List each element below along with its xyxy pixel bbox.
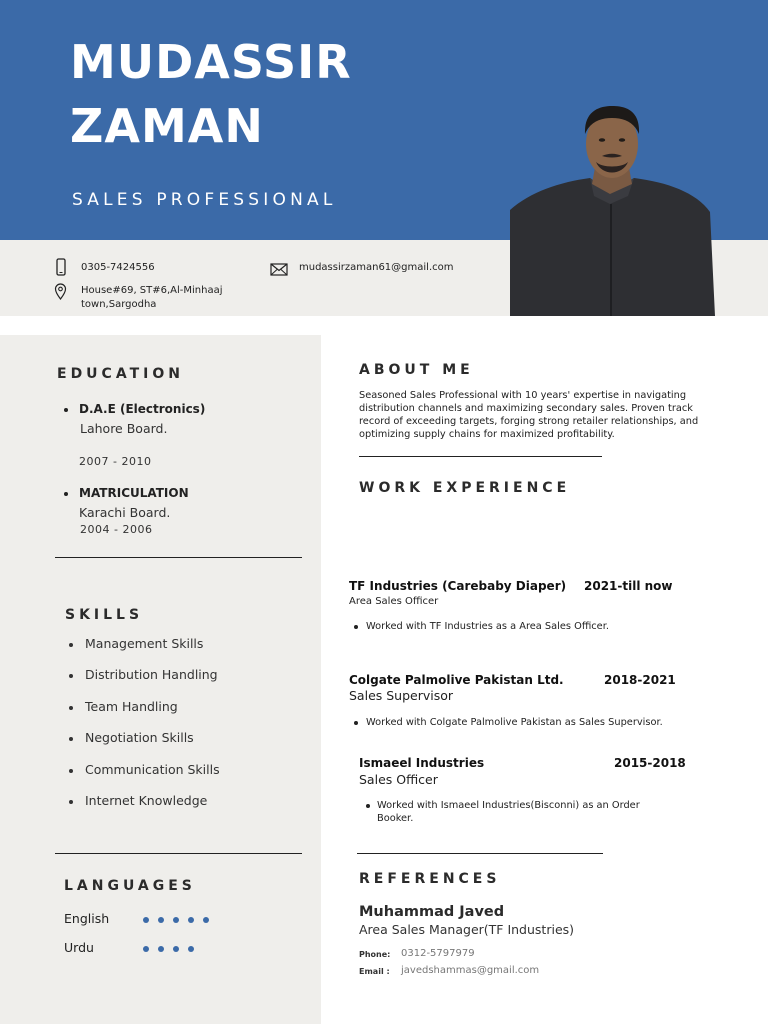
level-dot bbox=[158, 946, 164, 952]
skill-item: Communication Skills bbox=[85, 762, 220, 777]
level-dot bbox=[143, 946, 149, 952]
skill-bullet bbox=[69, 769, 73, 773]
address-line-2: town,Sargodha bbox=[81, 298, 157, 310]
reference-phone-label: Phone: bbox=[359, 950, 391, 959]
education-divider bbox=[55, 557, 302, 558]
job-company: Ismaeel Industries bbox=[359, 756, 485, 770]
level-dot bbox=[188, 917, 194, 923]
skill-bullet bbox=[69, 737, 73, 741]
skill-bullet bbox=[69, 643, 73, 647]
reference-phone: 0312-5797979 bbox=[401, 948, 475, 959]
job-bullet bbox=[366, 804, 370, 808]
job-title: SALES PROFESSIONAL bbox=[72, 190, 337, 210]
job-years: 2021-till now bbox=[584, 579, 673, 593]
level-dot bbox=[188, 946, 194, 952]
education-institute: Lahore Board. bbox=[80, 421, 168, 436]
skills-heading: SKILLS bbox=[65, 607, 144, 623]
job-bullet bbox=[354, 625, 358, 629]
phone-number: 0305-7424556 bbox=[81, 262, 155, 273]
education-heading: EDUCATION bbox=[57, 366, 184, 382]
skill-item: Management Skills bbox=[85, 636, 204, 651]
reference-name: Muhammad Javed bbox=[359, 904, 505, 920]
education-degree: MATRICULATION bbox=[79, 486, 189, 500]
education-institute: Karachi Board. bbox=[79, 505, 171, 520]
job-role: Area Sales Officer bbox=[349, 596, 439, 607]
language-name: Urdu bbox=[64, 940, 94, 955]
address-line-1: House#69, ST#6,Al-Minhaaj bbox=[81, 285, 223, 296]
address bbox=[81, 284, 223, 311]
skills-divider bbox=[55, 853, 302, 854]
level-dot bbox=[143, 917, 149, 923]
level-dot bbox=[203, 917, 209, 923]
job-bullet bbox=[354, 721, 358, 725]
job-description: Worked with Ismaeel Industries(Bisconni) as an Order Booker. bbox=[377, 800, 640, 824]
about-divider bbox=[359, 456, 602, 457]
about-heading: ABOUT ME bbox=[359, 362, 474, 378]
job-role: Sales Officer bbox=[359, 772, 438, 787]
mail-icon bbox=[270, 261, 288, 274]
education-bullet bbox=[64, 408, 68, 412]
experience-divider bbox=[357, 853, 603, 854]
skill-item: Team Handling bbox=[85, 699, 178, 714]
education-years: 2007 - 2010 bbox=[79, 455, 152, 468]
email-address[interactable]: mudassirzaman61@gmail.com bbox=[299, 262, 454, 273]
language-level-english bbox=[143, 917, 213, 923]
references-heading: REFERENCES bbox=[359, 871, 501, 887]
job-years: 2015-2018 bbox=[614, 756, 686, 770]
last-name: ZAMAN bbox=[70, 99, 264, 153]
level-dot bbox=[173, 917, 179, 923]
about-text: Seasoned Sales Professional with 10 years' expertise in navigating distribution channels and maximizing secondary sales. Proven track record of exceeding targets, forging strong retailer relationships, and optimizing supply chains for maximized profitability. bbox=[359, 390, 699, 440]
job-role: Sales Supervisor bbox=[349, 688, 454, 703]
languages-heading: LANGUAGES bbox=[64, 878, 196, 894]
job-description: Worked with TF Industries as a Area Sales Officer. bbox=[366, 621, 609, 632]
language-name: English bbox=[64, 911, 110, 926]
skill-item: Distribution Handling bbox=[85, 667, 218, 682]
education-bullet bbox=[64, 492, 68, 496]
skill-bullet bbox=[69, 800, 73, 804]
job-years: 2018-2021 bbox=[604, 673, 676, 687]
experience-heading: WORK EXPERIENCE bbox=[359, 480, 571, 496]
job-company: Colgate Palmolive Pakistan Ltd. bbox=[349, 673, 564, 687]
reference-email-label: Email : bbox=[359, 967, 390, 976]
reference-email[interactable]: javedshammas@gmail.com bbox=[401, 965, 540, 976]
phone-icon bbox=[55, 258, 67, 276]
education-degree: D.A.E (Electronics) bbox=[79, 402, 206, 416]
first-name: MUDASSIR bbox=[70, 35, 352, 89]
level-dot bbox=[158, 917, 164, 923]
reference-role: Area Sales Manager(TF Industries) bbox=[359, 922, 575, 937]
skill-bullet bbox=[69, 706, 73, 710]
skill-item: Negotiation Skills bbox=[85, 730, 194, 745]
job-company: TF Industries (Carebaby Diaper) bbox=[349, 579, 567, 593]
job-description: Worked with Colgate Palmolive Pakistan as Sales Supervisor. bbox=[366, 717, 663, 728]
language-level-urdu bbox=[143, 946, 213, 952]
education-years: 2004 - 2006 bbox=[80, 523, 153, 536]
profile-photo bbox=[510, 100, 715, 316]
location-pin-icon bbox=[54, 283, 67, 300]
skill-bullet bbox=[69, 674, 73, 678]
skill-item: Internet Knowledge bbox=[85, 793, 208, 808]
level-dot bbox=[173, 946, 179, 952]
